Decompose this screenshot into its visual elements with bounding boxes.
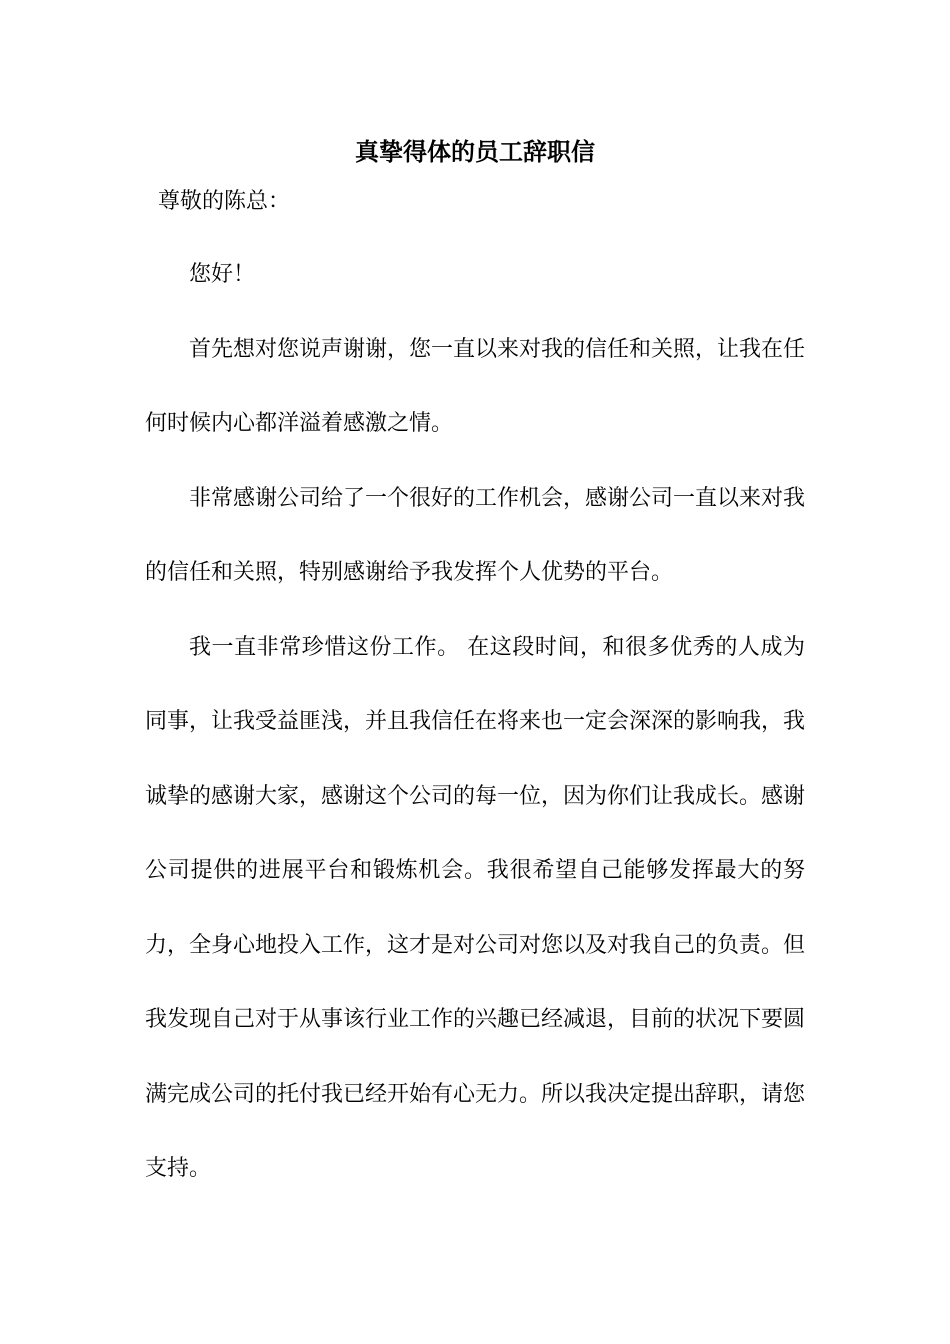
letter-body: [145, 238, 805, 1207]
paragraph-company-thanks: 非常感谢公司给了一个很好的工作机会，感谢公司一直以来对我的信任和关照，特别感谢给予我发挥个人优势的平台。: [145, 485, 806, 585]
letter-salutation: 尊敬的陈总：: [158, 189, 291, 214]
paragraph-resignation: 我一直非常珍惜这份工作。 在这段时间，和很多优秀的人成为同事，让我受益匪浅，并且我信任在将来也一定会深深的影响我，我诚挚的感谢大家，感谢这个公司的每一位，因为你们让我成长。感谢公司提供的进展平台和锻炼机会。我很希望自己能够发挥最大的努力，全身心地投入工作，这才是对公司对您以及对我自己的负责。但我发现自己对于从事该行业工作的兴趣已经减退，目前的状况下要圆满完成公司的托付我已经开始有心无力。所以我决定提出辞职，请您支持。: [145, 634, 806, 1181]
paragraph-thanks: 首先想对您说声谢谢，您一直以来对我的信任和关照，让我在任何时候内心都洋溢着感激之情。: [145, 336, 806, 436]
letter-title: 真挚得体的员工辞职信: [355, 137, 595, 166]
paragraph-greeting: 您好！: [189, 262, 256, 287]
